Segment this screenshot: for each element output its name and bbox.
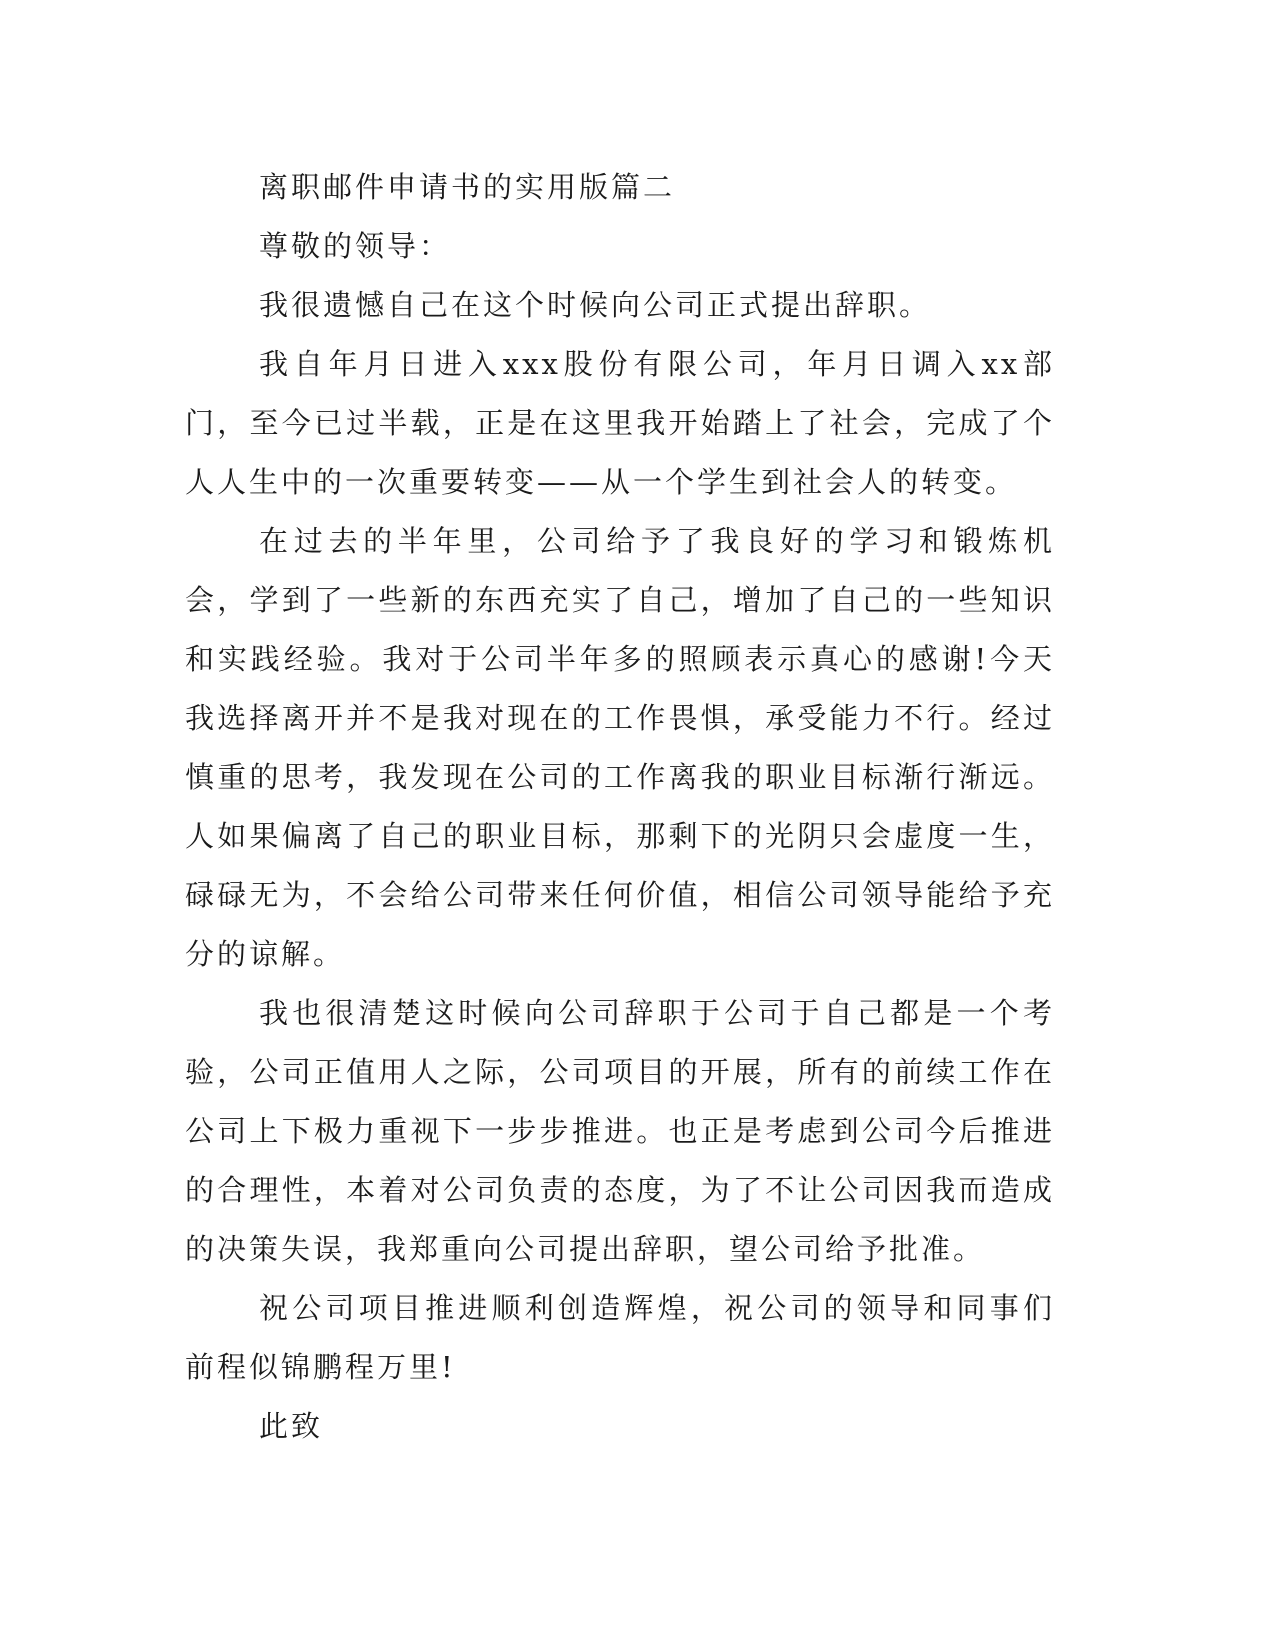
letter-salutation: 尊敬的领导： bbox=[259, 229, 452, 263]
letter-body bbox=[185, 158, 1055, 1456]
letter-paragraph: 我也很清楚这时候向公司辞职于公司于自己都是一个考验，公司正值用人之际，公司项目的开展，所有的前续工作在公司上下极力重视下一步步推进。也正是考虑到公司今后推进的合理性，本着对公司负责的态度，为了不让公司因我而造成的决策失误，我郑重向公司提出辞职，望公司给予批准。 bbox=[185, 996, 1055, 1266]
letter-closing: 此致 bbox=[259, 1409, 324, 1443]
letter-paragraph: 我自年月日进入xxx股份有限公司，年月日调入xx部门，至今已过半载，正是在这里我开始踏上了社会，完成了个人人生中的一次重要转变——从一个学生到社会人的转变。 bbox=[185, 347, 1055, 499]
letter-paragraph: 我很遗憾自己在这个时候向公司正式提出辞职。 bbox=[259, 288, 932, 322]
letter-paragraph: 在过去的半年里，公司给予了我良好的学习和锻炼机会，学到了一些新的东西充实了自己，增加了自己的一些知识和实践经验。我对于公司半年多的照顾表示真心的感谢!今天我选择离开并不是我对现在的工作畏惧，承受能力不行。经过慎重的思考，我发现在公司的工作离我的职业目标渐行渐远。人如果偏离了自己的职业目标，那剩下的光阴只会虚度一生，碌碌无为，不会给公司带来任何价值，相信公司领导能给予充分的谅解。 bbox=[185, 524, 1055, 971]
letter-paragraph: 祝公司项目推进顺利创造辉煌，祝公司的领导和同事们前程似锦鹏程万里! bbox=[185, 1291, 1055, 1384]
letter-heading: 离职邮件申请书的实用版篇二 bbox=[259, 170, 676, 204]
